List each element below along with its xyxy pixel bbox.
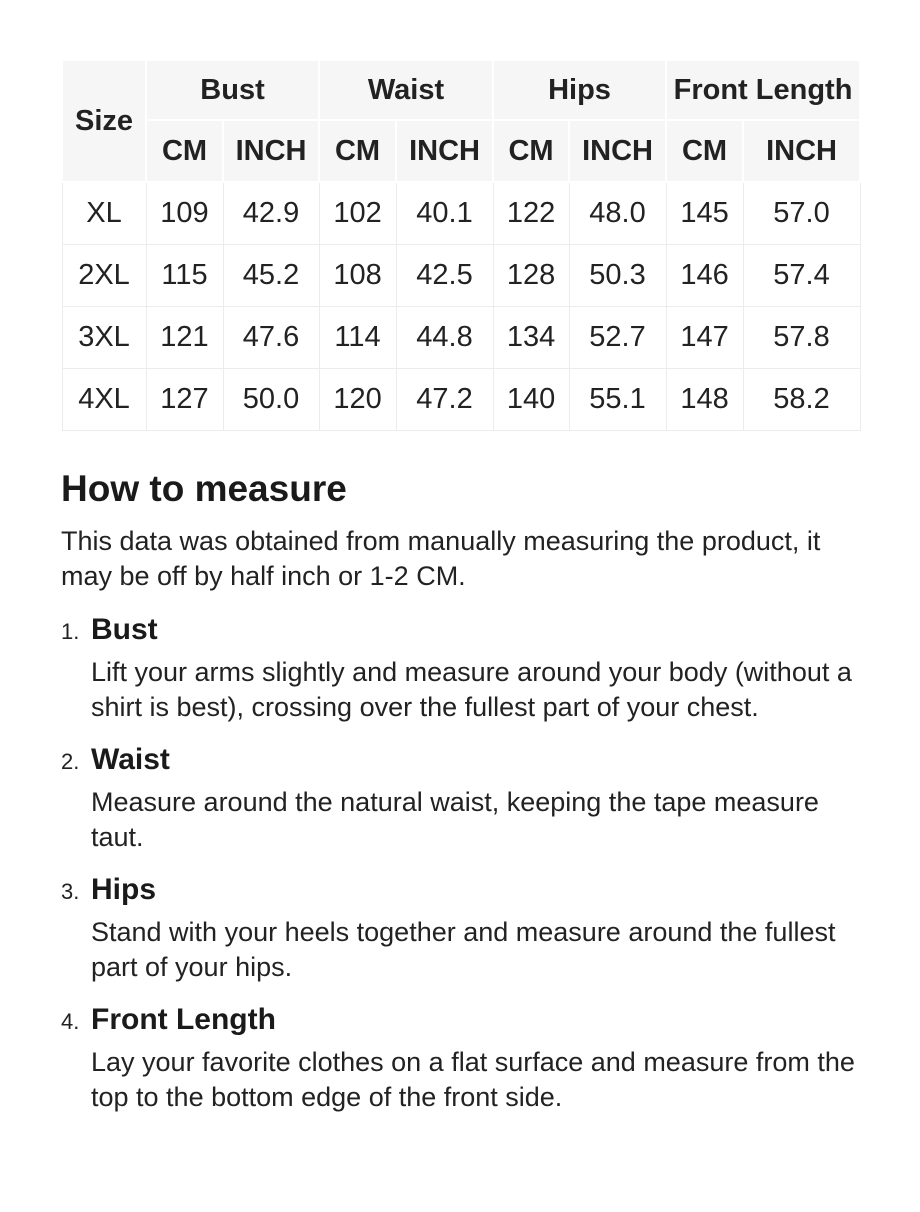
measurement-cell: 127 (146, 369, 223, 431)
measure-steps-list (61, 611, 859, 1115)
unit-header: INCH (396, 120, 493, 182)
size-cell: 4XL (62, 369, 146, 431)
step-head (61, 1001, 859, 1039)
measurement-cell: 55.1 (569, 369, 666, 431)
how-to-measure-title: How to measure (61, 468, 347, 509)
measurement-cell: 140 (493, 369, 569, 431)
measure-step-front-length (61, 1001, 859, 1115)
step-description: Lift your arms slightly and measure around your body (without a shirt is best), crossing over the fullest part of your chest. (91, 657, 852, 723)
measurement-cell: 47.6 (223, 307, 319, 369)
size-column-header: Size (62, 60, 146, 182)
unit-header: CM (319, 120, 396, 182)
measure-intro: This data was obtained from manually measuring the product, it may be off by half inch or 1-2 CM. (61, 526, 821, 592)
measurement-cell: 146 (666, 245, 743, 307)
measurement-cell: 52.7 (569, 307, 666, 369)
measurement-cell: 42.9 (223, 182, 319, 245)
size-cell: XL (62, 182, 146, 245)
measurement-cell: 145 (666, 182, 743, 245)
step-description: Measure around the natural waist, keeping the tape measure taut. (91, 787, 819, 853)
measurement-cell: 147 (666, 307, 743, 369)
step-head (61, 871, 859, 909)
measurement-cell: 102 (319, 182, 396, 245)
measure-step-hips (61, 871, 859, 985)
measurement-cell: 50.0 (223, 369, 319, 431)
measurement-cell: 122 (493, 182, 569, 245)
measurement-cell: 121 (146, 307, 223, 369)
size-row-3xl (62, 307, 860, 369)
step-number: 2. (61, 749, 80, 775)
size-cell: 2XL (62, 245, 146, 307)
step-number: 3. (61, 879, 80, 905)
measurement-cell: 47.2 (396, 369, 493, 431)
step-label: Bust (91, 613, 158, 647)
unit-header: INCH (743, 120, 860, 182)
measurement-cell: 134 (493, 307, 569, 369)
step-label: Hips (91, 873, 157, 907)
measurement-cell: 57.4 (743, 245, 860, 307)
measurement-cell: 40.1 (396, 182, 493, 245)
group-header-bust: Bust (146, 60, 319, 120)
measurement-cell: 57.0 (743, 182, 860, 245)
measure-step-waist (61, 741, 859, 855)
step-number: 4. (61, 1009, 80, 1035)
measurement-cell: 42.5 (396, 245, 493, 307)
measurement-cell: 120 (319, 369, 396, 431)
size-row-2xl (62, 245, 860, 307)
measurement-cell: 148 (666, 369, 743, 431)
measurement-cell: 109 (146, 182, 223, 245)
measurement-cell: 114 (319, 307, 396, 369)
unit-header: INCH (223, 120, 319, 182)
size-row-xl (62, 182, 860, 245)
measure-step-bust (61, 611, 859, 725)
measurement-cell: 48.0 (569, 182, 666, 245)
measurement-cell: 108 (319, 245, 396, 307)
measurement-cell: 57.8 (743, 307, 860, 369)
step-head (61, 611, 859, 649)
step-head (61, 741, 859, 779)
unit-header: INCH (569, 120, 666, 182)
step-description: Stand with your heels together and measure around the fullest part of your hips. (91, 917, 836, 983)
step-label: Waist (91, 743, 170, 777)
step-label: Front Length (91, 1003, 276, 1037)
measurement-cell: 115 (146, 245, 223, 307)
group-header-front-length: Front Length (666, 60, 860, 120)
step-description: Lay your favorite clothes on a flat surface and measure from the top to the bottom edge of the front side. (91, 1047, 855, 1113)
table-group-header-row (62, 60, 860, 120)
unit-header: CM (493, 120, 569, 182)
step-number: 1. (61, 619, 80, 645)
group-header-hips: Hips (493, 60, 666, 120)
unit-header: CM (666, 120, 743, 182)
measurement-cell: 45.2 (223, 245, 319, 307)
table-unit-header-row (62, 120, 860, 182)
size-chart-table (61, 59, 861, 431)
size-cell: 3XL (62, 307, 146, 369)
size-row-4xl (62, 369, 860, 431)
measurement-cell: 58.2 (743, 369, 860, 431)
group-header-waist: Waist (319, 60, 493, 120)
measurement-cell: 50.3 (569, 245, 666, 307)
measurement-cell: 128 (493, 245, 569, 307)
unit-header: CM (146, 120, 223, 182)
measurement-cell: 44.8 (396, 307, 493, 369)
